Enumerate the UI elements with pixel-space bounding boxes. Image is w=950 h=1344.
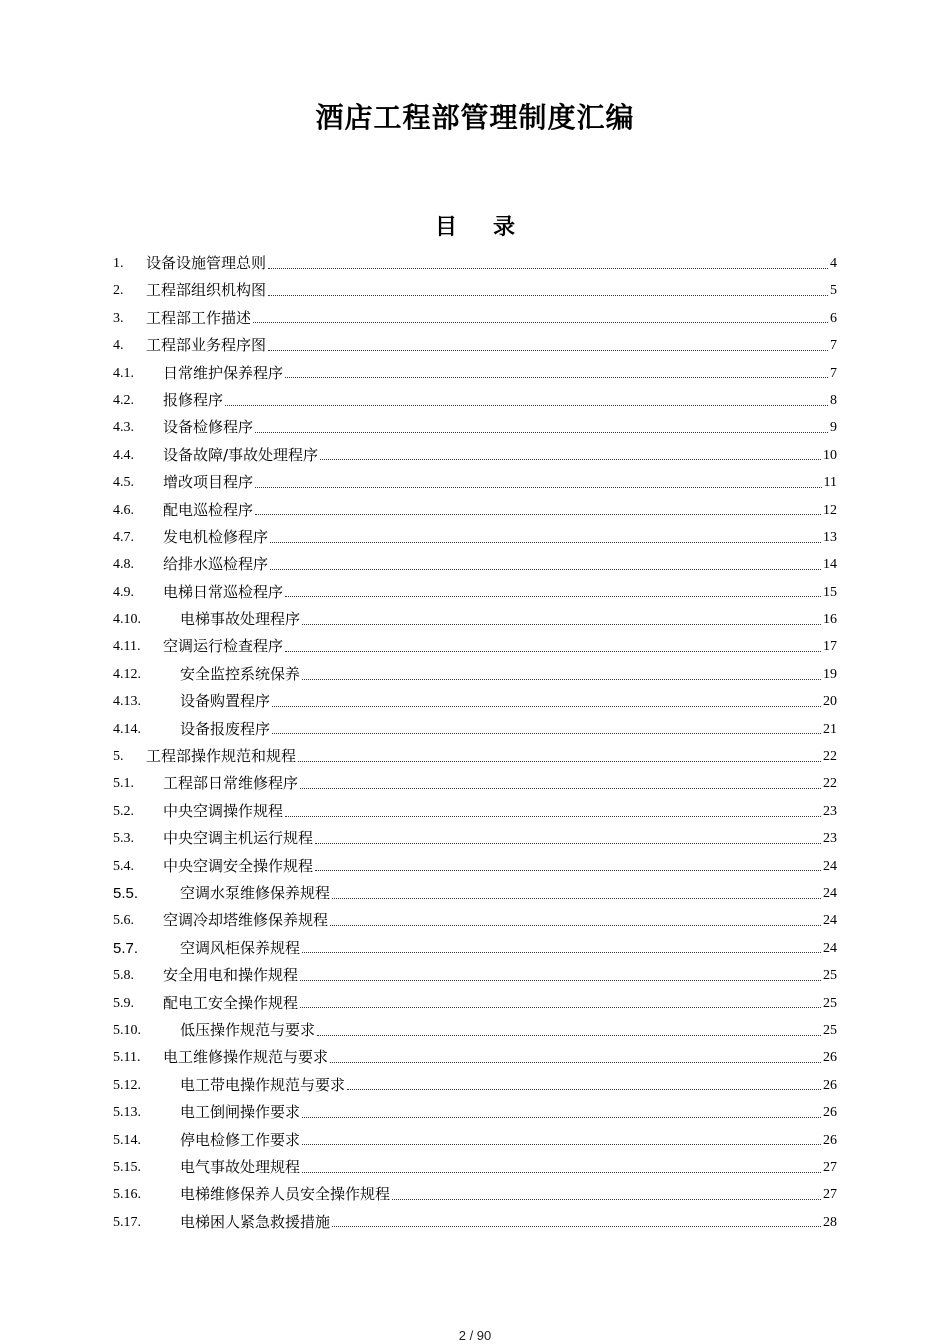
toc-entry[interactable] bbox=[113, 360, 837, 387]
toc-entry[interactable] bbox=[113, 524, 837, 551]
toc-entry-page: 4 bbox=[830, 256, 837, 271]
toc-entry[interactable] bbox=[113, 250, 837, 277]
toc-dot-leader bbox=[392, 1198, 821, 1200]
toc-entry-number: 5.3. bbox=[113, 831, 134, 847]
toc-dot-leader bbox=[285, 376, 828, 378]
toc-entry-page: 28 bbox=[823, 1214, 837, 1230]
toc-entry-label: 电梯维修保养人员安全操作规程 bbox=[180, 1185, 391, 1204]
toc-entry-label: 电工维修操作规范与要求 bbox=[163, 1048, 329, 1067]
toc-entry-page: 20 bbox=[823, 694, 837, 710]
toc-entry-label: 电工倒闸操作要求 bbox=[180, 1103, 301, 1122]
toc-entry-page: 12 bbox=[823, 502, 837, 518]
toc-entry-label: 报修程序 bbox=[163, 390, 224, 409]
toc-dot-leader bbox=[272, 705, 821, 707]
toc-entry-page: 26 bbox=[823, 1077, 837, 1093]
toc-entry-page: 5 bbox=[830, 283, 837, 299]
toc-entry-number: 2. bbox=[113, 283, 124, 299]
toc-entry-page: 17 bbox=[823, 639, 837, 655]
toc-entry-number: 5.17. bbox=[113, 1214, 141, 1230]
toc-dot-leader bbox=[298, 760, 821, 762]
toc-entry-number: 5.4. bbox=[113, 858, 134, 874]
toc-entry-label: 电梯事故处理程序 bbox=[180, 610, 301, 629]
toc-dot-leader bbox=[302, 1116, 821, 1118]
toc-dot-leader bbox=[255, 513, 821, 515]
toc-dot-leader bbox=[302, 951, 821, 953]
table-of-contents bbox=[113, 250, 837, 1236]
toc-entry[interactable] bbox=[113, 853, 837, 880]
toc-entry[interactable] bbox=[113, 305, 837, 332]
toc-entry-label: 安全用电和操作规程 bbox=[163, 966, 299, 985]
toc-entry[interactable] bbox=[113, 661, 837, 688]
toc-entry-label: 工程部操作规范和规程 bbox=[146, 747, 297, 766]
toc-entry[interactable] bbox=[113, 1017, 837, 1044]
toc-dot-leader bbox=[315, 869, 821, 871]
toc-entry[interactable] bbox=[113, 606, 837, 633]
toc-entry-page: 22 bbox=[823, 749, 837, 765]
toc-dot-leader bbox=[332, 897, 821, 899]
toc-entry-page: 25 bbox=[823, 968, 837, 984]
toc-dot-leader bbox=[300, 979, 821, 981]
toc-entry[interactable] bbox=[113, 962, 837, 989]
toc-entry[interactable] bbox=[113, 633, 837, 660]
toc-entry-page: 23 bbox=[823, 831, 837, 847]
toc-dot-leader bbox=[270, 568, 821, 570]
toc-dot-leader bbox=[317, 1034, 821, 1036]
toc-entry-label: 给排水巡检程序 bbox=[163, 555, 269, 574]
toc-entry[interactable] bbox=[113, 579, 837, 606]
toc-entry-number: 4.8. bbox=[113, 557, 134, 573]
toc-entry-page: 22 bbox=[823, 776, 837, 792]
toc-dot-leader bbox=[302, 678, 821, 680]
toc-entry-label: 工程部日常维修程序 bbox=[163, 774, 299, 793]
toc-entry-number: 4.10. bbox=[113, 612, 141, 628]
toc-entry-number: 5.16. bbox=[113, 1187, 141, 1203]
toc-entry-number: 4.14. bbox=[113, 721, 141, 737]
page-indicator: 2 / 90 bbox=[458, 1328, 492, 1343]
toc-entry[interactable] bbox=[113, 1154, 837, 1181]
toc-entry[interactable] bbox=[113, 743, 837, 770]
toc-entry-number: 5.6. bbox=[113, 913, 134, 929]
toc-entry-label: 日常维护保养程序 bbox=[163, 363, 284, 382]
toc-entry-number: 4.9. bbox=[113, 584, 134, 600]
toc-entry[interactable] bbox=[113, 1072, 837, 1099]
toc-entry-number: 4.4. bbox=[113, 447, 134, 463]
toc-entry-label: 空调冷却塔维修保养规程 bbox=[163, 911, 329, 930]
toc-entry-page: 7 bbox=[830, 365, 837, 381]
toc-entry-label: 工程部工作描述 bbox=[146, 308, 252, 327]
toc-dot-leader bbox=[225, 404, 828, 406]
toc-dot-leader bbox=[285, 595, 821, 597]
toc-entry-label: 空调水泵维修保养规程 bbox=[180, 883, 331, 902]
toc-dot-leader bbox=[255, 486, 822, 488]
toc-entry[interactable] bbox=[113, 277, 837, 304]
toc-entry-label: 低压操作规范与要求 bbox=[180, 1020, 316, 1039]
toc-entry[interactable] bbox=[113, 414, 837, 441]
toc-entry-page: 10 bbox=[823, 447, 837, 463]
toc-entry-page: 19 bbox=[823, 666, 837, 682]
toc-entry-label: 中央空调操作规程 bbox=[163, 801, 284, 820]
toc-entry-page: 15 bbox=[823, 584, 837, 600]
toc-entry-number: 5.5. bbox=[113, 884, 139, 902]
toc-entry-label: 电工带电操作规范与要求 bbox=[180, 1075, 346, 1094]
toc-entry-number: 5.11. bbox=[113, 1050, 141, 1066]
toc-entry-label: 空调风柜保养规程 bbox=[180, 938, 301, 957]
toc-entry[interactable] bbox=[113, 442, 837, 469]
toc-dot-leader bbox=[347, 1088, 821, 1090]
toc-entry-label: 工程部业务程序图 bbox=[146, 336, 267, 355]
toc-entry-number: 4.7. bbox=[113, 529, 134, 545]
toc-entry-page: 24 bbox=[823, 858, 837, 874]
toc-entry-number: 5.2. bbox=[113, 803, 134, 819]
toc-entry[interactable] bbox=[113, 798, 837, 825]
toc-entry[interactable] bbox=[113, 1127, 837, 1154]
toc-entry-page: 25 bbox=[823, 1022, 837, 1038]
toc-entry-label: 安全监控系统保养 bbox=[180, 664, 301, 683]
toc-entry-page: 11 bbox=[823, 475, 837, 491]
toc-entry-page: 27 bbox=[823, 1159, 837, 1175]
toc-entry-label: 增改项目程序 bbox=[163, 473, 254, 492]
toc-entry-label: 电气事故处理规程 bbox=[180, 1157, 301, 1176]
toc-entry-page: 27 bbox=[823, 1187, 837, 1203]
toc-entry-number: 5.15. bbox=[113, 1159, 141, 1175]
toc-dot-leader bbox=[330, 1061, 821, 1063]
toc-entry-number: 5.7. bbox=[113, 939, 139, 957]
toc-dot-leader bbox=[268, 349, 828, 351]
toc-dot-leader bbox=[332, 1225, 821, 1227]
toc-entry[interactable] bbox=[113, 1044, 837, 1071]
toc-entry-page: 25 bbox=[823, 995, 837, 1011]
toc-entry-label: 配电工安全操作规程 bbox=[163, 993, 299, 1012]
toc-entry-page: 21 bbox=[823, 721, 837, 737]
toc-entry[interactable] bbox=[113, 469, 837, 496]
document-title: 酒店工程部管理制度汇编 bbox=[315, 101, 635, 134]
toc-entry-number: 4.11. bbox=[113, 639, 141, 655]
toc-entry-label: 发电机检修程序 bbox=[163, 527, 269, 546]
toc-dot-leader bbox=[320, 458, 821, 460]
toc-dot-leader bbox=[300, 787, 821, 789]
toc-entry-number: 4.1. bbox=[113, 365, 134, 381]
toc-entry-page: 14 bbox=[823, 557, 837, 573]
toc-entry-page: 13 bbox=[823, 529, 837, 545]
toc-entry-number: 4.12. bbox=[113, 666, 141, 682]
toc-entry[interactable] bbox=[113, 907, 837, 934]
toc-entry-label: 设备报废程序 bbox=[180, 719, 271, 738]
toc-entry[interactable] bbox=[113, 551, 837, 578]
toc-entry-page: 24 bbox=[823, 913, 837, 929]
toc-entry-page: 8 bbox=[830, 392, 837, 408]
toc-entry-label: 工程部组织机构图 bbox=[146, 281, 267, 300]
toc-entry-page: 24 bbox=[823, 885, 837, 901]
toc-entry-page: 26 bbox=[823, 1132, 837, 1148]
toc-entry-label: 空调运行检查程序 bbox=[163, 637, 284, 656]
toc-dot-leader bbox=[253, 321, 828, 323]
toc-entry[interactable] bbox=[113, 332, 837, 359]
toc-entry-page: 23 bbox=[823, 803, 837, 819]
toc-entry-number: 5.1. bbox=[113, 776, 134, 792]
toc-dot-leader bbox=[302, 1143, 821, 1145]
toc-entry-number: 1. bbox=[113, 256, 124, 271]
toc-entry[interactable] bbox=[113, 497, 837, 524]
toc-entry[interactable] bbox=[113, 770, 837, 797]
toc-entry-number: 3. bbox=[113, 310, 124, 326]
toc-entry[interactable] bbox=[113, 880, 837, 907]
toc-entry-number: 5.12. bbox=[113, 1077, 141, 1093]
toc-entry[interactable] bbox=[113, 1209, 837, 1236]
toc-entry-number: 4.6. bbox=[113, 502, 134, 518]
toc-entry[interactable] bbox=[113, 716, 837, 743]
toc-entry-number: 5.10. bbox=[113, 1022, 141, 1038]
toc-entry-page: 16 bbox=[823, 612, 837, 628]
toc-entry-page: 6 bbox=[830, 310, 837, 326]
toc-entry-label: 设备购置程序 bbox=[180, 692, 271, 711]
toc-dot-leader bbox=[302, 1171, 821, 1173]
toc-entry-number: 5.8. bbox=[113, 968, 134, 984]
toc-entry[interactable] bbox=[113, 387, 837, 414]
toc-entry-page: 9 bbox=[830, 420, 837, 436]
toc-entry-page: 24 bbox=[823, 940, 837, 956]
toc-dot-leader bbox=[315, 842, 821, 844]
toc-entry-label: 设备设施管理总则 bbox=[146, 254, 267, 272]
toc-entry-number: 5.13. bbox=[113, 1105, 141, 1121]
toc-entry-number: 4. bbox=[113, 338, 124, 354]
toc-entry-label: 电梯日常巡检程序 bbox=[163, 582, 284, 601]
toc-entry-label: 电梯困人紧急救援措施 bbox=[180, 1212, 331, 1231]
toc-entry-number: 4.5. bbox=[113, 475, 134, 491]
toc-entry-page: 26 bbox=[823, 1105, 837, 1121]
toc-entry-label: 设备故障/事故处理程序 bbox=[163, 445, 319, 464]
toc-entry[interactable] bbox=[113, 935, 837, 962]
toc-entry-label: 中央空调主机运行规程 bbox=[163, 829, 314, 848]
toc-dot-leader bbox=[300, 1006, 821, 1008]
toc-dot-leader bbox=[330, 924, 821, 926]
toc-entry-number: 5.14. bbox=[113, 1132, 141, 1148]
toc-entry-label: 配电巡检程序 bbox=[163, 500, 254, 519]
toc-entry-number: 4.13. bbox=[113, 694, 141, 710]
toc-dot-leader bbox=[285, 650, 821, 652]
toc-entry[interactable] bbox=[113, 688, 837, 715]
toc-entry-label: 设备检修程序 bbox=[163, 418, 254, 437]
toc-entry-page: 7 bbox=[830, 338, 837, 354]
toc-dot-leader bbox=[272, 732, 821, 734]
toc-heading bbox=[0, 212, 950, 244]
toc-entry-number: 4.3. bbox=[113, 420, 134, 436]
toc-dot-leader bbox=[268, 267, 828, 269]
toc-dot-leader bbox=[285, 815, 821, 817]
toc-entry-label: 停电检修工作要求 bbox=[180, 1130, 301, 1149]
toc-entry[interactable] bbox=[113, 990, 837, 1017]
toc-heading-part2: 录 bbox=[493, 215, 516, 240]
toc-entry[interactable] bbox=[113, 1181, 837, 1208]
toc-entry-number: 4.2. bbox=[113, 392, 134, 408]
toc-dot-leader bbox=[268, 294, 828, 296]
toc-dot-leader bbox=[302, 623, 821, 625]
toc-entry-label: 中央空调安全操作规程 bbox=[163, 856, 314, 875]
toc-entry-number: 5. bbox=[113, 749, 124, 765]
toc-dot-leader bbox=[255, 431, 828, 433]
toc-entry[interactable] bbox=[113, 1099, 837, 1126]
toc-entry[interactable] bbox=[113, 825, 837, 852]
toc-dot-leader bbox=[270, 541, 821, 543]
toc-heading-part1: 目 bbox=[434, 215, 457, 240]
toc-entry-number: 5.9. bbox=[113, 995, 134, 1011]
toc-entry-page: 26 bbox=[823, 1050, 837, 1066]
